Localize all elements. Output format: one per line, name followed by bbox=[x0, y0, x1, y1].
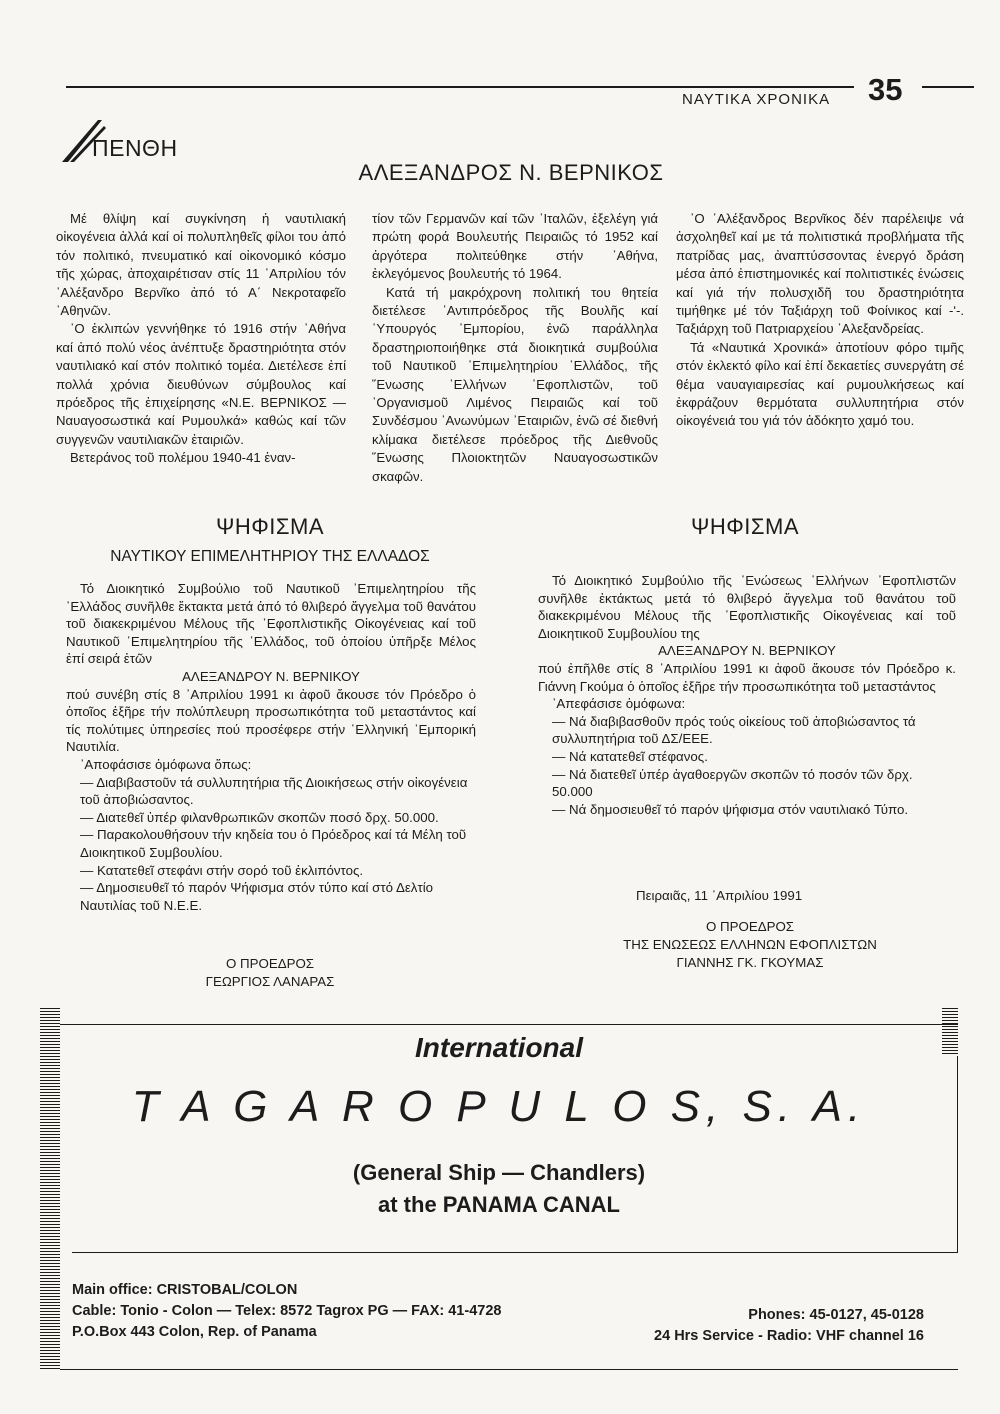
ad-main-office: Main office: CRISTOBAL/COLON bbox=[72, 1282, 298, 1298]
resolution-left-signature bbox=[160, 955, 380, 991]
ad-service: 24 Hrs Service - Radio: VHF channel 16 bbox=[654, 1328, 924, 1344]
ad-location: at the PANAMA CANAL bbox=[378, 1192, 620, 1217]
resolution-decided: ᾿Αποφάσισε ὁμόφωνα ὅπως: bbox=[80, 756, 252, 772]
obituary-column-1 bbox=[56, 210, 346, 468]
ad-rule-bottom bbox=[60, 1369, 958, 1370]
resolution-item: — Νά διαβιβασθοῦν πρός τούς οἰκείους τοῦ ἀποβιώσαντος τά συλλυπητήρια τοῦ ΔΣ/ΕΕΕ. bbox=[552, 713, 916, 747]
resolution-item: — Νά κατατεθεῖ στέφανος. bbox=[552, 748, 708, 764]
resolution-item: — Νά διατεθεῖ ὑπέρ ἀγαθοεργῶν σκοπῶν τό ποσόν τῶν δρχ. 50.000 bbox=[552, 766, 913, 800]
resolution-left-title: ΨΗΦΙΣΜΑ bbox=[215, 514, 325, 539]
section-title: ΠΕΝΘΗ bbox=[92, 135, 178, 161]
obituary-paragraph: ᾿Ο ᾿Αλέξανδρος Βερνῖκος δέν παρέλειψε νά ἀσχοληθεῖ καί με τά πολιτιστικά προβλήματα τῆς πατρίδας μας, ἀναπτύσσοντας ἐνεργό δράση μέσα ἀπό ἐπιστημονικές καί πολιτιστικές ἑνώσεις καί γιά τήν πολυσχιδῆ του δραστηριότητα τιμήθηκε μέ τόν Ταξιάρχη τοῦ Φοίνικος καί -ʹ-. Ταξιάρχη τοῦ Πατριαρχείου ᾿Αλεξανδρείας. bbox=[676, 211, 964, 337]
resolution-right-date: Πειραιᾶς, 11 ᾿Απριλίου 1991 bbox=[636, 888, 803, 903]
ad-phones: Phones: 45-0127, 45-0128 bbox=[748, 1307, 924, 1323]
signer-name: ΓΕΩΡΓΙΟΣ ΛΑΝΑΡΑΣ bbox=[205, 974, 335, 989]
resolution-deceased-name: ΑΛΕΞΑΝΔΡΟΥ Ν. ΒΕΡΝΙΚΟΥ bbox=[658, 643, 836, 659]
ad-rule-top bbox=[60, 1024, 958, 1025]
resolution-deceased-name: ΑΛΕΞΑΝΔΡΟΥ Ν. ΒΕΡΝΙΚΟΥ bbox=[182, 668, 360, 684]
resolution-decided: ᾿Απεφάσισε ὁμόφωνα: bbox=[552, 696, 686, 712]
resolution-intro: Τό Διοικητικό Συμβούλιο τοῦ Ναυτικοῦ ᾿Επιμελητηρίου τῆς ῾Ελλάδος συνῆλθε ἔκτακτα μετά ἀπό τό θλιβερό ἄγγελμα τοῦ θανάτου τοῦ διακεκριμένου Μέλους τῆς ᾿Εφοπλιστικῆς Οἰκογένειας καί τοῦ Ναυτικοῦ ᾿Επιμελητηρίου τῆς ῾Ελλάδος, τοῦ ὁποίου ὑπῆρξε Μέλος ἐπί σειρά ἐτῶν bbox=[66, 581, 476, 667]
resolution-intro: Τό Διοικητικό Συμβούλιο τῆς ῾Ενώσεως ῾Ελλήνων ᾿Εφοπλιστῶν συνῆλθε ἐκτάκτως μετά τό θλιβερό ἄγγελμα τοῦ θανάτου τοῦ διακεκριμένου Μέλους τῆς ᾿Εφοπλιστικῆς Οἰκογένειας καί τοῦ Διοικητικοῦ Συμβουλίου της bbox=[538, 573, 956, 641]
resolution-item: — Παρακολουθήσουν τήν κηδεία του ὁ Πρόεδρος καί τά Μέλη τοῦ Διοικητικοῦ Συμβουλίου. bbox=[80, 827, 467, 860]
signer-org: ΤΗΣ ΕΝΩΣΕΩΣ ΕΛΛΗΝΩΝ ΕΦΟΠΛΙΣΤΩΝ bbox=[623, 937, 877, 952]
ad-international: International bbox=[414, 1032, 583, 1063]
resolution-text: πού ἐπῆλθε στίς 8 ᾿Απριλίου 1991 κι ἀφοῦ ἄκουσε τόν Πρόεδρο κ. Γιάννη Γκούμα ὁ ὁποῖος ἐξῆρε τήν προσωπικότητα τοῦ μεταστάντος bbox=[538, 660, 956, 694]
header-rule-left bbox=[66, 86, 854, 88]
signer-name: ΓΙΑΝΝΗΣ ΓΚ. ΓΚΟΥΜΑΣ bbox=[676, 955, 824, 970]
obituary-paragraph: ᾿Ο ἐκλιπών γεννήθηκε τό 1916 στήν ᾿Αθήνα καί ἀπό πολύ νέος ἀνέπτυξε δραστηριότητα στόν ναυτιλιακό καί στόν πολιτικό τομέα. Διετέλεσε ἐπί πολλά χρόνια διευθύνων σύμβουλος καί πρόεδρος τῆς ἐπιχείρησης «Ν.Ε. ΒΕΡΝΙΚΟΣ — Ναυαγοσωστικά καί Ρυμουλκά» καθώς καί τῶν συγγενῶν ναυτιλιακῶν ἑταιριῶν. bbox=[56, 321, 346, 447]
resolution-item: — Κατατεθεῖ στεφάνι στήν σορό τοῦ ἐκλιπόντος. bbox=[80, 862, 364, 878]
ad-tagline: (General Ship — Chandlers) bbox=[352, 1160, 646, 1185]
resolution-right-signature bbox=[580, 918, 920, 972]
resolution-item: — Διαβιβαστοῦν τά συλλυπητήρια τῆς Διοικήσεως στήν οἰκογένεια τοῦ ἀποβιώσαντος. bbox=[80, 774, 468, 808]
obituary-paragraph: τίον τῶν Γερμανῶν καί τῶν ᾿Ιταλῶν, ἐξελέγη γιά πρώτη φορά Βουλευτής Πειραιῶς τό 1952 καί ἀργότερα πολιτεύθηκε στήν ᾿Αθήνα, ἐκλεγόμενος βουλευτής τό 1964. bbox=[372, 211, 658, 282]
signer-title: Ο ΠΡΟΕΔΡΟΣ bbox=[225, 956, 315, 971]
ad-rule-middle bbox=[72, 1252, 958, 1253]
obituary-paragraph: Τά «Ναυτικά Χρονικά» ἀποτίουν φόρο τιμῆς στόν ἐκλεκτό φίλο καί ἐπί δεκαετίες συνεργάτη σέ θέμα ναυαγιαιρεσίας καί ρυμουλκήσεως καί ἐκφράζουν θερμότατα συλλυπητήρια στόν οἰκογένειά του γιά τόν ἀδόκητο χαμό του. bbox=[676, 339, 964, 429]
resolution-text: πού συνέβη στίς 8 ᾿Απριλίου 1991 κι ἀφοῦ ἄκουσε τόν Πρόεδρο ὁ ὁποῖος ἐξῆρε τήν πολύπλευρη προσωπικότητα τοῦ μεταστάντος καί τίς πολύτιμες ὑπηρεσίες πού προσέφερε στήν ῾Ελληνική ᾿Εμπορική Ναυτιλία. bbox=[66, 686, 476, 755]
obituary-paragraph: Μέ θλίψη καί συγκίνηση ἡ ναυτιλιακή οἰκογένεια ἀλλά καί οἱ πολυπληθεῖς φίλοι του ἀπό τόν πολιτικό, πνευματικό καί οἰκονομικό κόσμο τῆς χώρας, ἀποχαιρέτισαν στίς 11 ᾿Απριλίου τόν ᾿Αλέξανδρο Βερνῖκο ἀπό τό Α΄ Νεκροταφεῖο ᾿Αθηνῶν. bbox=[56, 211, 346, 319]
resolution-item: — Διατεθεῖ ὑπέρ φιλανθρωπικῶν σκοπῶν ποσό δρχ. 50.000. bbox=[80, 809, 439, 825]
magazine-title: ΝΑΥΤΙΚΑ ΧΡΟΝΙΚΑ bbox=[682, 91, 831, 108]
obituary-title: ΑΛΕΞΑΝΔΡΟΣ Ν. ΒΕΡΝΙΚΟΣ bbox=[358, 160, 664, 185]
resolution-item: — Νά δημοσιευθεῖ τό παρόν ψήφισμα στόν ναυτιλιακό Τύπο. bbox=[552, 801, 909, 817]
resolution-item: — Δημοσιευθεῖ τό παρόν Ψήφισμα στόν τύπο καί στό Δελτίο Ναυτιλίας τοῦ Ν.Ε.Ε. bbox=[80, 880, 434, 913]
page-number: 35 bbox=[868, 72, 903, 107]
signer-title: Ο ΠΡΟΕΔΡΟΣ bbox=[705, 919, 795, 934]
obituary-paragraph: Κατά τή μακρόχρονη πολιτική του θητεία διετέλεσε ᾿Αντιπρόεδρος τῆς Βουλῆς καί ῾Υπουργός ᾿Εμπορίου, ἐνῶ παράλληλα δραστηριοποιήθηκε στά διοικητικά συμβούλια τοῦ Ναυτικοῦ ᾿Επιμελητηρίου ῾Ελλάδος, τῆς ῞Ενωσης ῾Ελλήνων ᾿Εφοπλιστῶν, τοῦ ᾿Οργανισμοῦ Λιμένος Πειραιῶς καί τοῦ Συνδέσμου ᾿Ανωνύμων ᾿Εταιριῶν, ἐνῶ σέ διεθνή κλίμακα διετέλεσε πρόεδρος τῆς Διεθνοῦς ῞Ενωσης Πλοιοκτητῶν Ναυαγοσωστικῶν σκαφῶν. bbox=[372, 284, 658, 484]
ad-pobox: P.O.Box 443 Colon, Rep. of Panama bbox=[72, 1324, 317, 1340]
header-rule-right bbox=[922, 86, 974, 88]
advertisement-box bbox=[40, 1008, 958, 1370]
obituary-paragraph: Βετεράνος τοῦ πολέμου 1940-41 ἐναν- bbox=[70, 450, 296, 466]
resolution-right-body bbox=[538, 572, 956, 818]
obituary-column-2 bbox=[372, 210, 658, 486]
resolution-left-subtitle: ΝΑΥΤΙΚΟΥ ΕΠΙΜΕΛΗΤΗΡΙΟΥ ΤΗΣ ΕΛΛΑΔΟΣ bbox=[110, 548, 430, 565]
ad-company-name: T A G A R O P U L O S, S. A. bbox=[131, 1082, 867, 1131]
obituary-column-3 bbox=[676, 210, 964, 431]
ad-cable-telex-fax: Cable: Tonio - Colon — Telex: 8572 Tagrox PG — FAX: 41-4728 bbox=[72, 1303, 502, 1319]
resolution-right-title: ΨΗΦΙΣΜΑ bbox=[690, 514, 800, 539]
resolution-left-body bbox=[66, 580, 476, 914]
